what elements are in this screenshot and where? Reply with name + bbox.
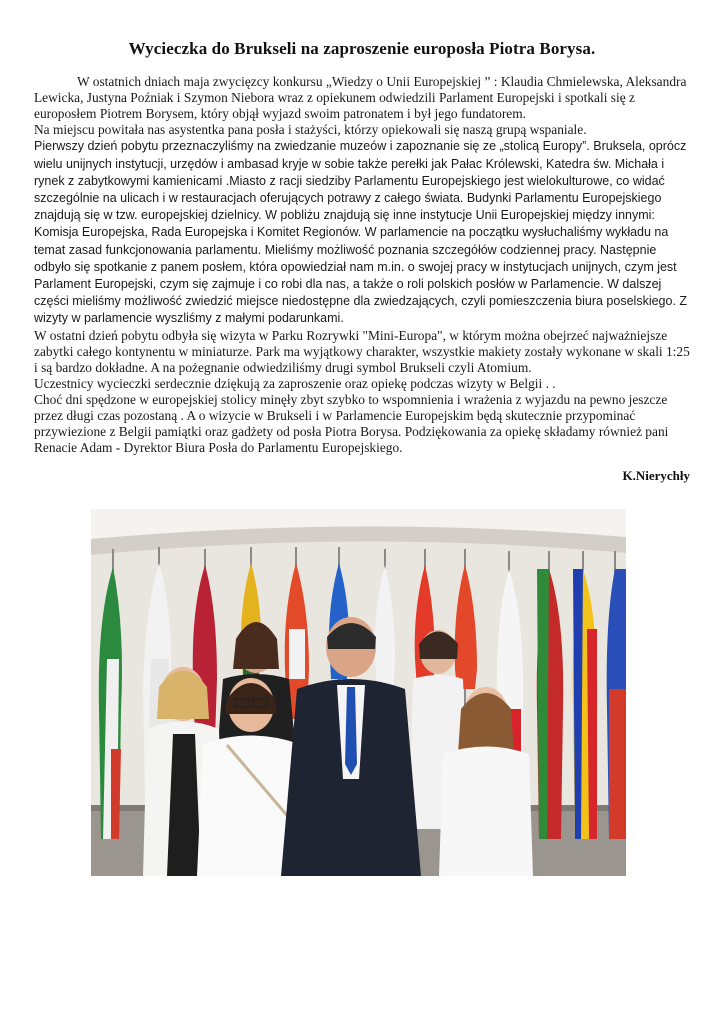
article-body — [34, 74, 694, 456]
paragraph-welcome: Na miejscu powitała nas asystentka pana posła i stażyści, którzy opiekowali się naszą grupą wspaniale. — [34, 122, 587, 138]
page-title: Wycieczka do Brukseli na zaproszenie europosła Piotra Borysa. — [128, 39, 596, 58]
group-photo — [91, 509, 626, 876]
group-photo-with-flags-icon — [91, 509, 626, 876]
paragraph-first-day: Pierwszy dzień pobytu przeznaczyliśmy na zwiedzanie muzeów i zapoznanie się ze „stolicą Europy”. Bruksela, oprócz wielu unijnych instytucji, urzędów i ambasad kryje w sobie także perełki jak Pałac Królewski, Katedra św. Michała i rynek z zabytkowymi kamienicami .Miasto z racji siedziby Parlamentu Europejskiego jest wielokulturowe, co widać szczególnie na ulicach i w restauracjach oferujących potrawy z całego świata. Budynki Parlamentu Europejskiego znajdują się w tzw. europejskiej dzielnicy. W pobliżu znajdują się inne instytucje Unii Europejskiej między innymi: Komisja Europejska, Rada Europejska i Komitet Regionów. W parlamencie na początku wysłuchaliśmy wykładu na temat zasad funkcjonowania parlamentu. Mieliśmy możliwość poznania szczegółów codziennej pracy. Następnie odbyło się spotkanie z panem posłem, która opowiedział nam m.in. o swojej pracy w instytucjach unijnych, czym jest Parlament Europejski, czym się zajmuje i co robi dla nas, a także o roli polskich posłów w Parlamencie. W dalszej części mieliśmy możliwość zwiedzić miejsce niedostępne dla zwiedzających, czyli pomieszczenia biura poselskiego. Z wizyty w parlamencie wyszliśmy z małymi podarunkami. — [34, 139, 688, 326]
paragraph-intro: W ostatnich dniach maja zwycięzcy konkursu „Wiedzy o Unii Europejskiej ” : Klaudia Chmielewska, Aleksandra Lewicka, Justyna Poźniak i Szymon Niebora wraz z opiekunem odwiedzili Parlament Europejski i spotkali się z europosłem Piotrem Borysem, który objął wyjazd swoim patronatem i był jego fundatorem. — [34, 74, 687, 122]
paragraph-closing: Choć dni spędzone w europejskiej stolicy minęły zbyt szybko to wspomnienia i wrażenia z wyjazdu na pewno jeszcze przez długi czas pozostaną . A o wizycie w Brukseli i w Parlamencie Europejskim będą skutecznie przypominać przywiezione z Belgii pamiątki oraz gadżety od posła Piotra Borysa. Podziękowania za opiekę składamy również pani Renacie Adam - Dyrektor Biura Posła do Parlamentu Europejskiego. — [34, 391, 669, 456]
paragraph-thanks: Uczestnicy wycieczki serdecznie dziękują za zaproszenie oraz opiekę podczas wizyty w Belgii . . — [34, 375, 556, 391]
author-signature: K.Nierychły — [622, 468, 690, 483]
paragraph-last-day: W ostatni dzień pobytu odbyła się wizyta w Parku Rozrywki "Mini-Europa", w którym można obejrzeć najważniejsze zabytki całego kontynentu w miniaturze. Park ma wyjątkowy charakter, wszystkie makiety zostały wykonane w skali 1:25 i są bardzo dokładne. A na pożegnanie odwiedziliśmy drugi symbol Brukseli czyli Atomium. — [34, 327, 690, 375]
